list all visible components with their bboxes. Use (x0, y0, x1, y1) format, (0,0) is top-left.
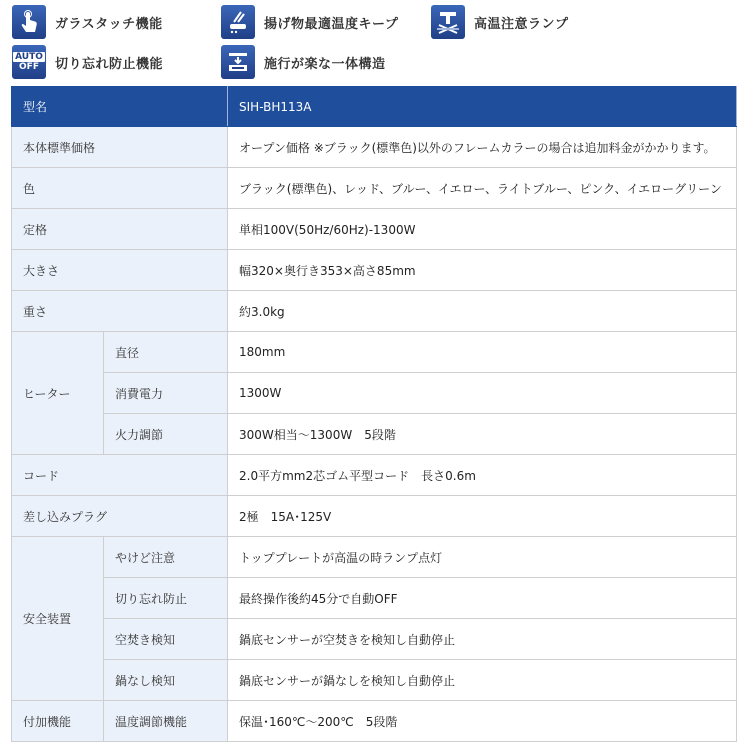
row-label: 定格 (12, 209, 228, 250)
row-value: 単相100V(50Hz/60Hz)-1300W (228, 209, 737, 250)
fryer-temperature-icon (221, 5, 255, 39)
row-label: 鍋なし検知 (104, 660, 228, 701)
row-label: 消費電力 (104, 373, 228, 414)
auto-off-icon-bottom: OFF (19, 62, 39, 72)
row-value: ブラック(標準色)、レッド、ブルー、イエロー、ライトブルー、ピンク、イエローグリーン (228, 168, 737, 209)
table-row (12, 496, 737, 537)
table-row (12, 660, 737, 701)
row-value: 保温･160℃～200℃ 5段階 (228, 701, 737, 742)
table-row (12, 701, 737, 742)
table-row (12, 537, 737, 578)
built-in-unit-icon (221, 45, 255, 79)
row-label: 大きさ (12, 250, 228, 291)
row-label: やけど注意 (104, 537, 228, 578)
row-value: 2極 15A･125V (228, 496, 737, 537)
table-row (12, 127, 737, 168)
row-value: 鍋底センサーが鍋なしを検知し自動停止 (228, 660, 737, 701)
row-value: 最終操作後約45分で自動OFF (228, 578, 737, 619)
row-value: 約3.0kg (228, 291, 737, 332)
feature-auto-off (12, 45, 163, 79)
touch-hand-icon (12, 5, 46, 39)
row-value: 300W相当～1300W 5段階 (228, 414, 737, 455)
row-label: 直径 (104, 332, 228, 373)
spec-table (11, 86, 737, 742)
feature-glass-touch (12, 5, 163, 39)
feature-hot-lamp (431, 5, 569, 39)
model-label: 型名 (12, 87, 228, 127)
row-label: 差し込みプラグ (12, 496, 228, 537)
row-label: コード (12, 455, 228, 496)
table-header-row (12, 87, 737, 127)
row-value: 180mm (228, 332, 737, 373)
row-value: 幅320×奥行き353×高さ85mm (228, 250, 737, 291)
table-row (12, 619, 737, 660)
row-label: 温度調節機能 (104, 701, 228, 742)
row-value: 鍋底センサーが空焚きを検知し自動停止 (228, 619, 737, 660)
feature-label: 揚げ物最適温度キープ (264, 16, 399, 32)
feature-fryer-temp (221, 5, 398, 39)
feature-label: 高温注意ランプ (474, 16, 569, 32)
model-value: SIH-BH113A (228, 87, 737, 127)
table-row (12, 250, 737, 291)
table-row (12, 455, 737, 496)
auto-off-icon-top: AUTO (15, 52, 43, 62)
row-value: 2.0平方mm2芯ゴム平型コード 長さ0.6m (228, 455, 737, 496)
row-value: 1300W (228, 373, 737, 414)
table-row (12, 209, 737, 250)
row-value: オープン価格 ※ブラック(標準色)以外のフレームカラーの場合は追加料金がかかります。 (228, 127, 737, 168)
table-row (12, 578, 737, 619)
feature-label: 施行が楽な一体構造 (264, 56, 386, 72)
auto-off-icon (12, 45, 46, 79)
table-row (12, 291, 737, 332)
table-row (12, 168, 737, 209)
group-label-heater: ヒーター (12, 332, 104, 455)
group-label-extra: 付加機能 (12, 701, 104, 742)
row-label: 本体標準価格 (12, 127, 228, 168)
row-label: 色 (12, 168, 228, 209)
table-row (12, 414, 737, 455)
row-label: 切り忘れ防止 (104, 578, 228, 619)
group-label-safety: 安全装置 (12, 537, 104, 701)
table-row (12, 332, 737, 373)
feature-label: ガラスタッチ機能 (55, 16, 163, 32)
feature-built-in (221, 45, 386, 79)
hot-warning-lamp-icon (431, 5, 465, 39)
table-row (12, 373, 737, 414)
row-label: 空焚き検知 (104, 619, 228, 660)
row-value: トッププレートが高温の時ランプ点灯 (228, 537, 737, 578)
row-label: 火力調節 (104, 414, 228, 455)
feature-label: 切り忘れ防止機能 (55, 56, 164, 72)
row-label: 重さ (12, 291, 228, 332)
